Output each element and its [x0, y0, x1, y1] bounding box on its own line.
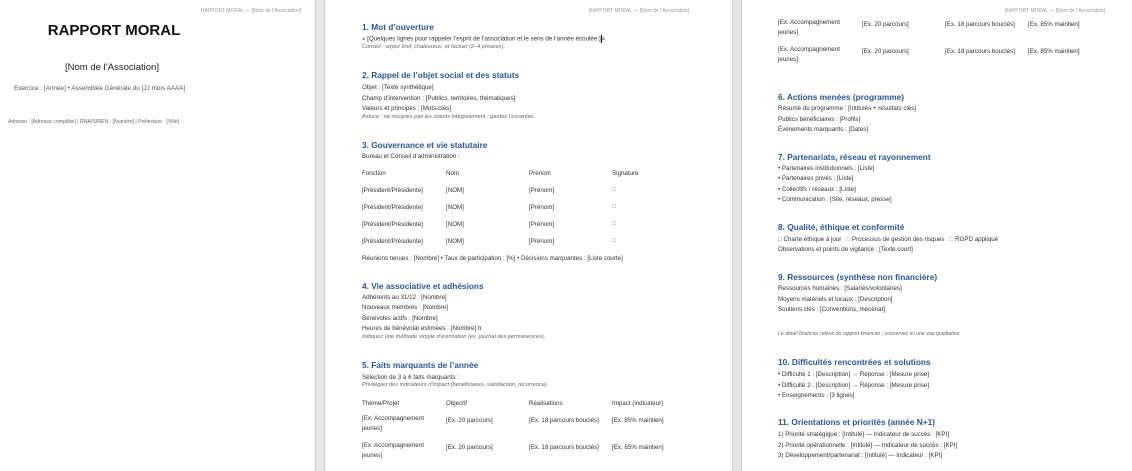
s4-line[interactable]: Bénévoles actifs : [Nombre]	[362, 315, 438, 322]
table-cell[interactable]: [Ex. Accompagnement jeunes]	[362, 415, 424, 432]
table-header[interactable]: Signature	[612, 170, 639, 177]
exercise-line[interactable]: Exercice : [Année] • Assemblée Générale du [JJ mois AAAA]	[14, 85, 186, 92]
document-title[interactable]: RAPPORT MORAL	[47, 22, 181, 39]
table-cell[interactable]: [Ex. 85% maintien]	[1028, 21, 1080, 28]
checkbox-label: Processus de gestion des risques	[851, 236, 945, 243]
section-9-title[interactable]: 9. Ressources (synthèse non financière)	[778, 272, 938, 282]
table-cell[interactable]: [NOM]	[446, 221, 464, 228]
section-2-title[interactable]: 2. Rappel de l’objet social et des statuts	[362, 70, 520, 80]
section-4-title[interactable]: 4. Vie associative et adhésions	[362, 281, 484, 291]
page-1	[0, 0, 315, 471]
s7-bullet[interactable]: • Partenaires privés : [Liste]	[778, 175, 854, 182]
page-2	[325, 0, 732, 471]
checkbox[interactable]: □	[846, 236, 851, 243]
section-1-tip[interactable]: Conseil : soyez bref, chaleureux, et factuel (2–4 phrases).	[362, 44, 506, 50]
s10-bullet[interactable]: • Difficulté 2 : [Description] → Réponse : [Mesure prise]	[778, 382, 929, 389]
table-cell[interactable]: [NOM]	[446, 204, 464, 211]
section-6-title[interactable]: 6. Actions menées (programme)	[778, 92, 905, 102]
s2-line[interactable]: Valeurs et principes : [Mots-clés]	[362, 105, 451, 112]
s11-line[interactable]: 2) Priorité opérationnelle : [Intitulé] — Indicateur de succès : [KPI]	[778, 442, 958, 449]
table-cell[interactable]: [Ex. 85% maintien]	[612, 417, 664, 424]
table-cell[interactable]: [Prénom]	[529, 204, 555, 211]
table-cell[interactable]: [Ex. 18 parcours bouclés]	[945, 48, 1015, 55]
s5-intro[interactable]: Sélection de 3 à 6 faits marquants :	[362, 374, 459, 381]
checkbox[interactable]: □	[949, 236, 954, 243]
s11-line[interactable]: 3) Développement/partenariat : [Intitulé] — Indicateur : [KPI]	[778, 452, 943, 459]
table-cell[interactable]: [Prénom]	[529, 221, 555, 228]
running-header: RAPPORT MORAL — [Nom de l’Association]	[589, 8, 690, 14]
opening-quote-text[interactable]: « [Quelques lignes pour rappeler l’esprit de l’association et le sens de l’année écoulée.]	[362, 35, 601, 43]
table-cell[interactable]: [Ex. 85% maintien]	[1028, 48, 1080, 55]
table-cell[interactable]: [Ex. 20 parcours]	[862, 48, 909, 55]
running-header: RAPPORT MORAL — [Nom de l’Association]	[1005, 8, 1106, 14]
table-cell[interactable]: [Président/Présidente]	[362, 221, 423, 228]
table-cell[interactable]: [Ex. 18 parcours bouclés]	[529, 417, 599, 424]
s3-summary[interactable]: Réunions tenues : [Nombre] • Taux de participation : [%] • Décisions marquantes : [Liste courte]	[362, 255, 623, 262]
s11-line[interactable]: 1) Priorité stratégique : [Intitulé] — Indicateur de succès : [KPI]	[778, 431, 949, 438]
s6-line[interactable]: Publics bénéficiaires : [Profils]	[778, 116, 861, 123]
table-cell[interactable]: [Ex. Accompagnement jeunes]	[778, 46, 840, 63]
table-header[interactable]: Nom	[446, 170, 460, 177]
s9-line[interactable]: Moyens matériels et locaux : [Description]	[778, 296, 893, 303]
s4-line[interactable]: Nouveaux membres : [Nombre]	[362, 304, 448, 311]
s7-bullet[interactable]: • Partenaires institutionnels : [Liste]	[778, 165, 875, 172]
compliance-checklist	[778, 236, 998, 243]
section-8-title[interactable]: 8. Qualité, éthique et conformité	[778, 222, 905, 232]
table-cell[interactable]: [Ex. 18 parcours bouclés]	[529, 444, 599, 451]
section-1-title[interactable]: 1. Mot d’ouverture	[362, 22, 434, 32]
section-5-tip[interactable]: Privilégiez des indicateurs d’impact (bénéficiaires, satisfaction, récurrence).	[362, 382, 549, 388]
page-3	[742, 0, 1132, 471]
section-5-title[interactable]: 5. Faits marquants de l’année	[362, 360, 479, 370]
page-gutter	[732, 0, 742, 471]
table-cell[interactable]: [Président/Présidente]	[362, 204, 423, 211]
table-cell[interactable]: [Ex. 20 parcours]	[862, 21, 909, 28]
section-2-tip[interactable]: Astuce : ne recopiez pas les statuts intégralement ; gardez l’essentiel.	[362, 114, 535, 120]
checkbox-label: RGPD appliqué	[955, 236, 999, 243]
signature-checkbox[interactable]: □	[612, 186, 616, 193]
s3-intro[interactable]: Bureau et Conseil d’administration :	[362, 153, 460, 160]
s10-bullet[interactable]: • Enseignements : [3 lignes]	[778, 392, 855, 399]
table-cell[interactable]: [Ex. 18 parcours bouclés]	[945, 21, 1015, 28]
s9-line[interactable]: Soutiens clés : [Conventions, mécénat]	[778, 306, 885, 313]
table-cell[interactable]: [Président/Présidente]	[362, 187, 423, 194]
section-11-title[interactable]: 11. Orientations et priorités (année N+1)	[778, 417, 935, 427]
table-header[interactable]: Objectif	[446, 400, 467, 407]
address-line[interactable]: Adresse : [Adresse complète] | RNA/SIREN : [Numéro] | Préfecture : [Ville]	[8, 119, 179, 125]
checkbox[interactable]: □	[778, 236, 782, 243]
signature-checkbox[interactable]: □	[612, 203, 616, 210]
table-header[interactable]: Impact (indicateur)	[612, 400, 664, 407]
table-cell[interactable]: [NOM]	[446, 187, 464, 194]
table-cell[interactable]: [NOM]	[446, 238, 464, 245]
s7-bullet[interactable]: • Communication : [Site, réseaux, presse]	[778, 196, 892, 203]
s10-bullet[interactable]: • Difficulté 1 : [Description] → Réponse : [Mesure prise]	[778, 371, 929, 378]
table-cell[interactable]: [Prénom]	[529, 187, 555, 194]
signature-checkbox[interactable]: □	[612, 237, 616, 244]
s2-line[interactable]: Champ d’intervention : [Publics, territoires, thématiques]	[362, 95, 516, 102]
table-cell[interactable]: [Prénom]	[529, 238, 555, 245]
table-cell[interactable]: [Ex. 20 parcours]	[446, 444, 493, 451]
section-3-title[interactable]: 3. Gouvernance et vie statutaire	[362, 140, 488, 150]
page-gutter	[315, 0, 325, 471]
s2-line[interactable]: Objet : [Texte synthétique]	[362, 84, 434, 91]
table-header[interactable]: Thème/Projet	[362, 400, 400, 407]
table-header[interactable]: Fonction	[362, 170, 386, 177]
table-header[interactable]: Prénom	[529, 170, 551, 177]
section-9-tip[interactable]: Le détail financier relève du rapport financier ; conservez ici une vue qualitative.	[778, 331, 961, 337]
s7-bullet[interactable]: • Collectifs / réseaux : [Liste]	[778, 186, 856, 193]
s9-line[interactable]: Ressources humaines : [Salariés/volontaires]	[778, 285, 902, 292]
opening-quote[interactable]	[362, 35, 605, 43]
section-4-tip[interactable]: Indiquez une méthode simple d’estimation (ex. journal des permanences).	[362, 334, 546, 340]
opening-quote-close: »	[601, 35, 606, 43]
section-7-title[interactable]: 7. Partenariats, réseau et rayonnement	[778, 152, 931, 162]
s8-observations[interactable]: Observations et points de vigilance : [Texte court]	[778, 246, 913, 253]
table-cell[interactable]: [Ex. 20 parcours]	[446, 417, 493, 424]
table-cell[interactable]: [Ex. 85% maintien]	[612, 444, 664, 451]
checkbox-label: Charte éthique à jour	[783, 236, 842, 243]
s6-line[interactable]: Événements marquants : [Dates]	[778, 126, 869, 133]
table-cell[interactable]: [Ex. Accompagnement jeunes]	[778, 19, 840, 36]
s6-line[interactable]: Résumé du programme : [Intitulés + résultats clés]	[778, 105, 917, 112]
section-10-title[interactable]: 10. Difficultés rencontrées et solutions	[778, 357, 931, 367]
table-cell[interactable]: [Président/Présidente]	[362, 238, 423, 245]
table-header[interactable]: Réalisations	[529, 400, 563, 407]
signature-checkbox[interactable]: □	[612, 220, 616, 227]
running-header: RAPPORT MORAL — [Nom de l’Association]	[201, 8, 302, 14]
association-name[interactable]: [Nom de l’Association]	[65, 62, 159, 73]
table-cell[interactable]: [Ex. Accompagnement jeunes]	[362, 442, 424, 459]
s4-line[interactable]: Adhérents au 31/12 : [Nombre]	[362, 294, 447, 301]
s4-line[interactable]: Heures de bénévolat estimées : [Nombre] h	[362, 325, 482, 332]
